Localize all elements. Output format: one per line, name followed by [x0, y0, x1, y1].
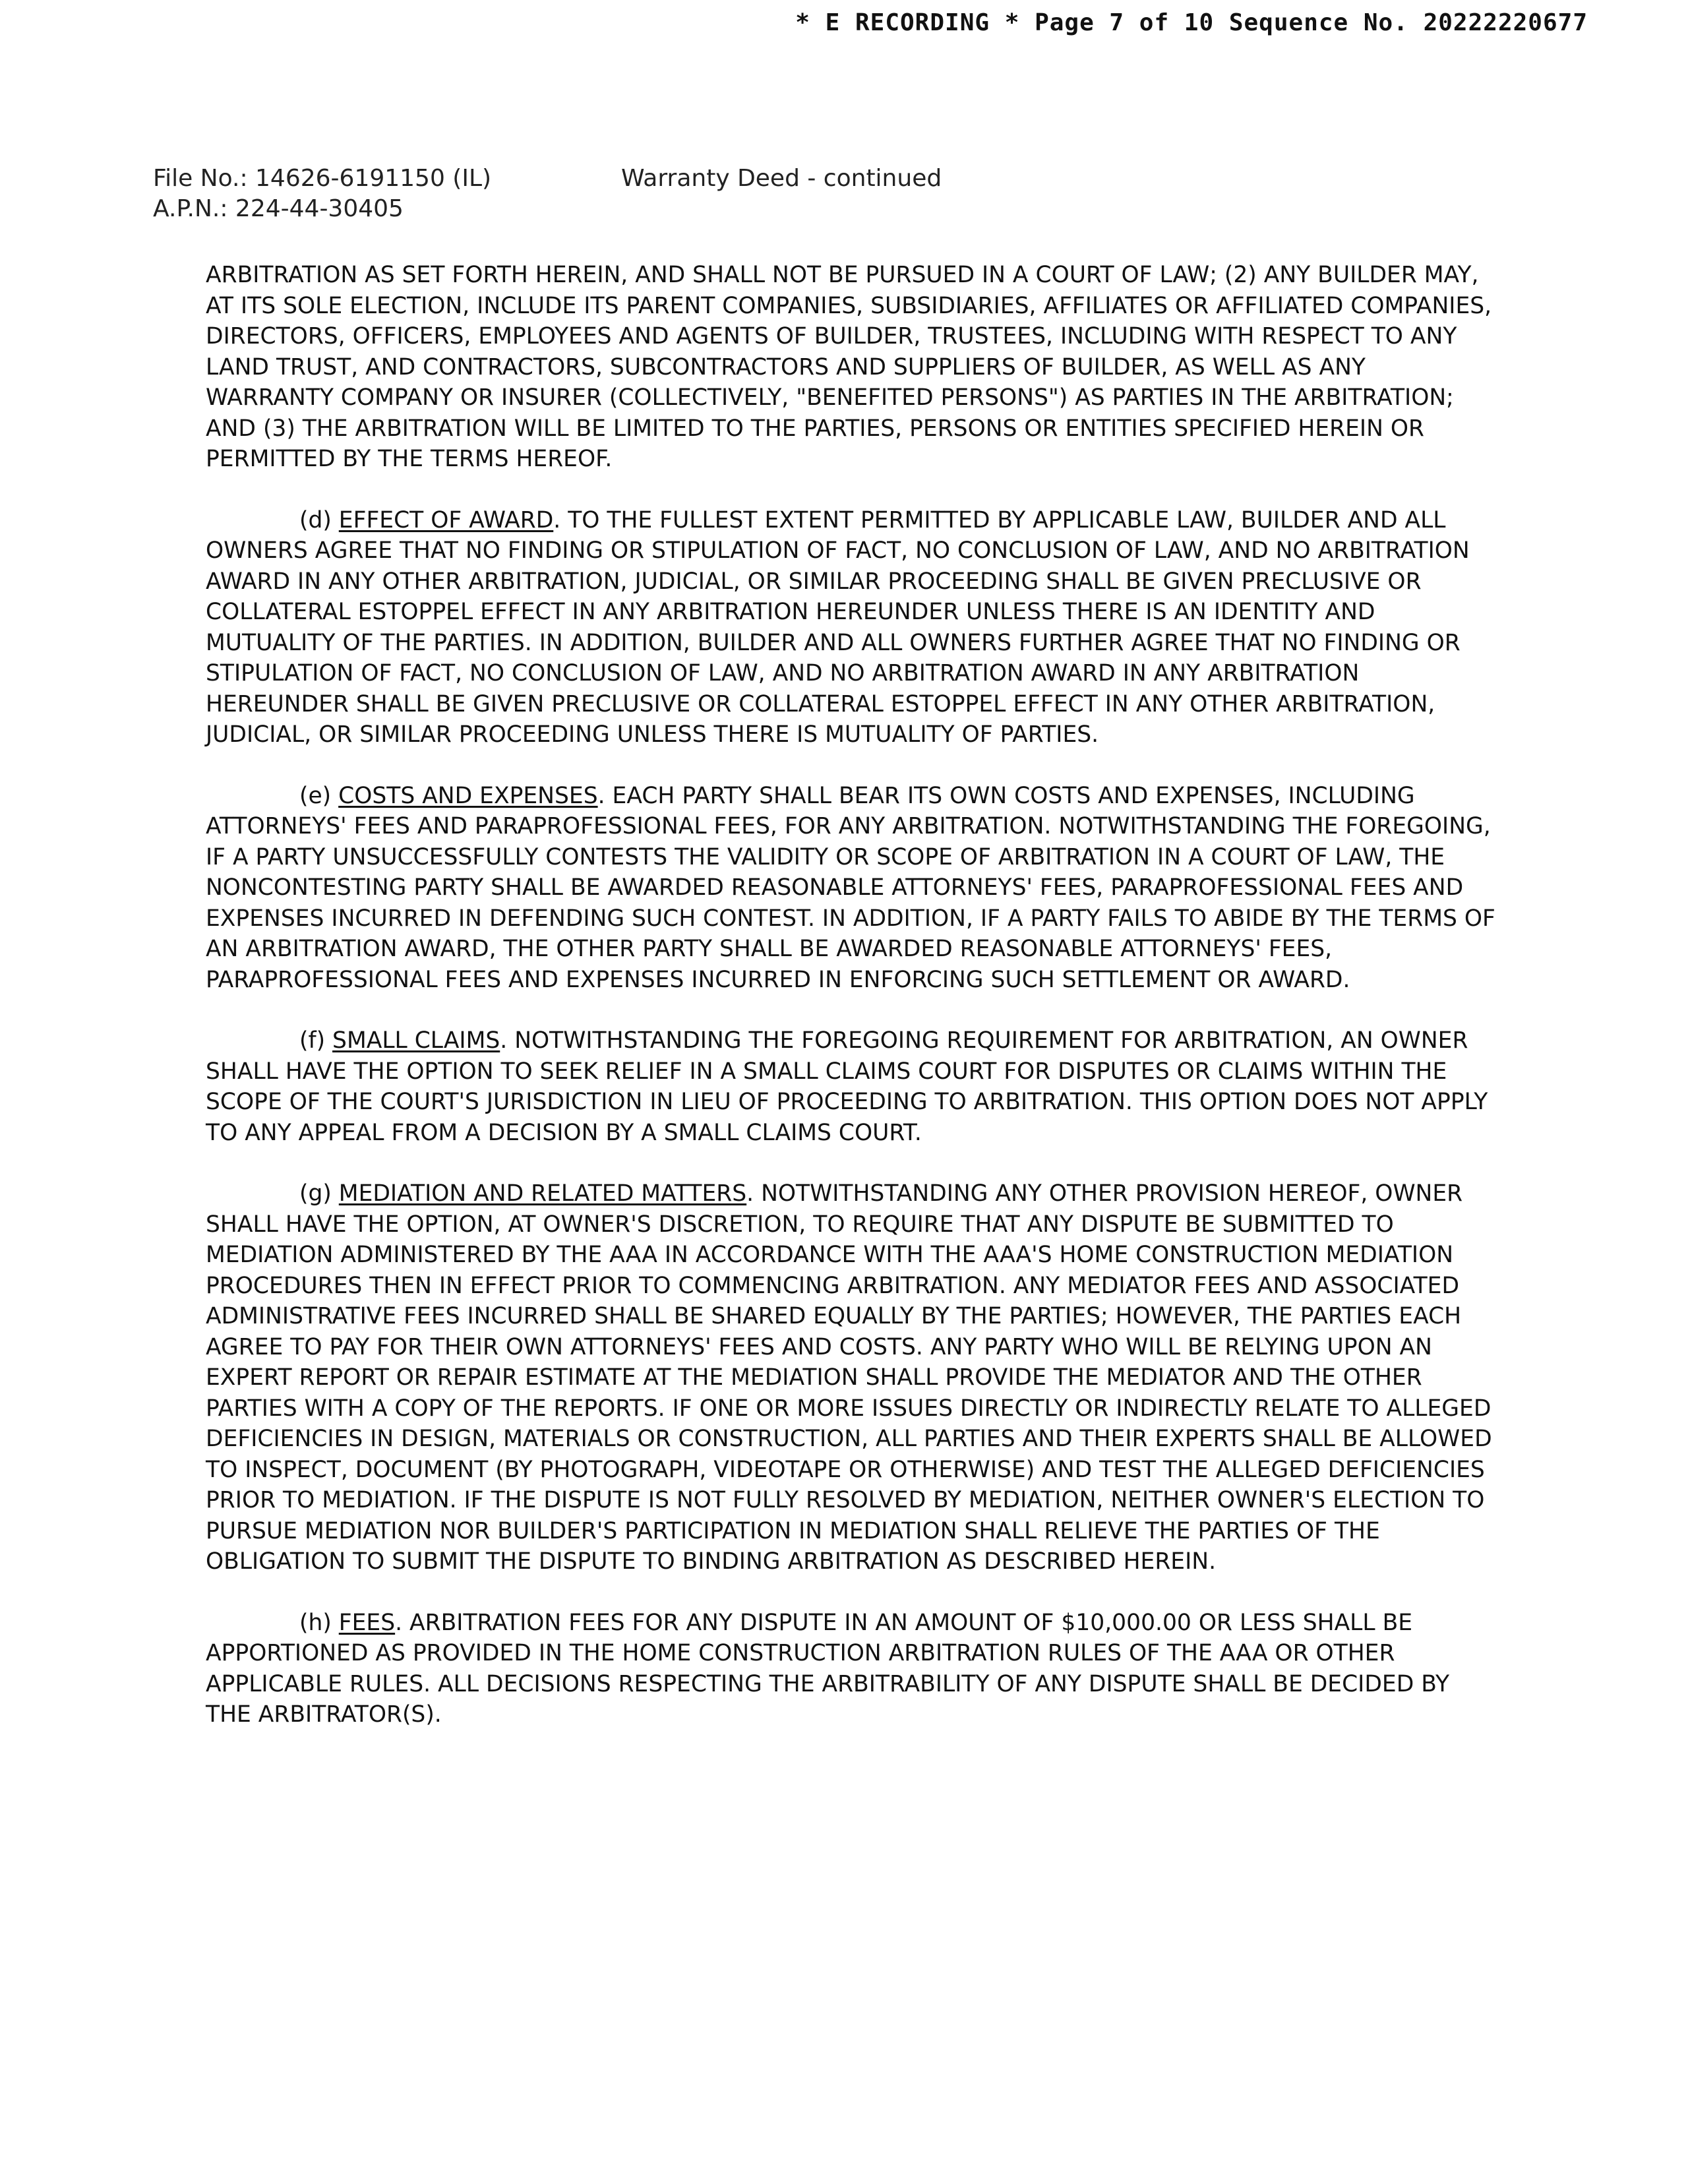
apn-number: A.P.N.: 224-44-30405 — [153, 195, 404, 222]
paragraph-d-marker: (d) — [299, 506, 332, 533]
paragraph-e — [206, 781, 1498, 996]
paragraph-f — [206, 1025, 1498, 1148]
paragraph-g — [206, 1178, 1498, 1577]
file-number: File No.: 14626-6191150 (IL) — [153, 165, 492, 192]
paragraph-f-text: . NOTWITHSTANDING THE FOREGOING REQUIREMENT FOR ARBITRATION, AN OWNER SHALL HAVE THE OPTION TO SEEK RELIEF IN A SMALL CLAIMS COURT FOR DISPUTES OR CLAIMS WITHIN THE SCOPE OF THE COURT'S JURISDICTION IN LIEU OF PROCEEDING TO ARBITRATION. THIS OPTION DOES NOT APPLY TO ANY APPEAL FROM A DECISION BY A SMALL CLAIMS COURT. — [206, 1027, 1488, 1146]
continued-paragraph: ARBITRATION AS SET FORTH HEREIN, AND SHALL NOT BE PURSUED IN A COURT OF LAW; (2) ANY BUILDER MAY, AT ITS SOLE ELECTION, INCLUDE ITS PARENT COMPANIES, SUBSIDIARIES, AFFILIATES OR AFFILIATED COMPANIES, DIRECTORS, OFFICERS, EMPLOYEES AND AGENTS OF BUILDER, TRUSTEES, INCLUDING WITH RESPECT TO ANY LAND TRUST, AND CONTRACTORS, SUBCONTRACTORS AND SUPPLIERS OF BUILDER, AS WELL AS ANY WARRANTY COMPANY OR INSURER (COLLECTIVELY, "BENEFITED PERSONS") AS PARTIES IN THE ARBITRATION; AND (3) THE ARBITRATION WILL BE LIMITED TO THE PARTIES, PERSONS OR ENTITIES SPECIFIED HEREIN OR PERMITTED BY THE TERMS HEREOF. — [206, 262, 1492, 472]
paragraph-g-heading: MEDIATION AND RELATED MATTERS — [338, 1180, 747, 1207]
paragraph-d — [206, 505, 1498, 750]
paragraph-h-text: . ARBITRATION FEES FOR ANY DISPUTE IN AN AMOUNT OF $10,000.00 OR LESS SHALL BE APPORTIONED AS PROVIDED IN THE HOME CONSTRUCTION ARBITRATION RULES OF THE AAA OR OTHER APPLICABLE RULES. ALL DECISIONS RESPECTING THE ARBITRABILITY OF ANY DISPUTE SHALL BE DECIDED BY THE ARBITRATOR(S). — [206, 1609, 1450, 1728]
paragraph-h-marker: (h) — [299, 1609, 332, 1636]
paragraph-h-heading: FEES — [338, 1609, 396, 1636]
paragraph-d-heading: EFFECT OF AWARD — [338, 506, 554, 533]
paragraph-e-text: . EACH PARTY SHALL BEAR ITS OWN COSTS AND EXPENSES, INCLUDING ATTORNEYS' FEES AND PARAPROFESSIONAL FEES, FOR ANY ARBITRATION. NOTWITHSTANDING THE FOREGOING, IF A PARTY UNSUCCESSFULLY CONTESTS THE VALIDITY OR SCOPE OF ARBITRATION IN A COURT OF LAW, THE NONCONTESTING PARTY SHALL BE AWARDED REASONABLE ATTORNEYS' FEES, PARAPROFESSIONAL FEES AND EXPENSES INCURRED IN DEFENDING SUCH CONTEST. IN ADDITION, IF A PARTY FAILS TO ABIDE BY THE TERMS OF AN ARBITRATION AWARD, THE OTHER PARTY SHALL BE AWARDED REASONABLE ATTORNEYS' FEES, PARAPROFESSIONAL FEES AND EXPENSES INCURRED IN ENFORCING SUCH SETTLEMENT OR AWARD. — [206, 782, 1495, 993]
document-header — [153, 164, 942, 224]
paragraph-f-marker: (f) — [299, 1027, 326, 1054]
paragraph-e-heading: COSTS AND EXPENSES — [338, 782, 598, 809]
recording-stamp: * E RECORDING * Page 7 of 10 Sequence No. 20222220677 — [795, 9, 1588, 36]
paragraph-g-text: . NOTWITHSTANDING ANY OTHER PROVISION HEREOF, OWNER SHALL HAVE THE OPTION, AT OWNER'S DISCRETION, TO REQUIRE THAT ANY DISPUTE BE SUBMITTED TO MEDIATION ADMINISTERED BY THE AAA IN ACCORDANCE WITH THE AAA'S HOME CONSTRUCTION MEDIATION PROCEDURES THEN IN EFFECT PRIOR TO COMMENCING ARBITRATION. ANY MEDIATOR FEES AND ASSOCIATED ADMINISTRATIVE FEES INCURRED SHALL BE SHARED EQUALLY BY THE PARTIES; HOWEVER, THE PARTIES EACH AGREE TO PAY FOR THEIR OWN ATTORNEYS' FEES AND COSTS. ANY PARTY WHO WILL BE RELYING UPON AN EXPERT REPORT OR REPAIR ESTIMATE AT THE MEDIATION SHALL PROVIDE THE MEDIATOR AND THE OTHER PARTIES WITH A COPY OF THE REPORTS. IF ONE OR MORE ISSUES DIRECTLY OR INDIRECTLY RELATE TO ALLEGED DEFICIENCIES IN DESIGN, MATERIALS OR CONSTRUCTION, ALL PARTIES AND THEIR EXPERTS SHALL BE ALLOWED TO INSPECT, DOCUMENT (BY PHOTOGRAPH, VIDEOTAPE OR OTHERWISE) AND TEST THE ALLEGED DEFICIENCIES PRIOR TO MEDIATION. IF THE DISPUTE IS NOT FULLY RESOLVED BY MEDIATION, NEITHER OWNER'S ELECTION TO PURSUE MEDIATION NOR BUILDER'S PARTICIPATION IN MEDIATION SHALL RELIEVE THE PARTIES OF THE OBLIGATION TO SUBMIT THE DISPUTE TO BINDING ARBITRATION AS DESCRIBED HEREIN. — [206, 1180, 1492, 1575]
paragraph-g-marker: (g) — [299, 1180, 332, 1207]
paragraph-e-marker: (e) — [299, 782, 332, 809]
paragraph-f-heading: SMALL CLAIMS — [332, 1027, 500, 1054]
paragraph-h — [206, 1608, 1498, 1730]
document-title: Warranty Deed - continued — [621, 165, 942, 192]
paragraph-d-text: . TO THE FULLEST EXTENT PERMITTED BY APPLICABLE LAW, BUILDER AND ALL OWNERS AGREE THAT NO FINDING OR STIPULATION OF FACT, NO CONCLUSION OF LAW, AND NO ARBITRATION AWARD IN ANY OTHER ARBITRATION, JUDICIAL, OR SIMILAR PROCEEDING SHALL BE GIVEN PRECLUSIVE OR COLLATERAL ESTOPPEL EFFECT IN ANY ARBITRATION HEREUNDER UNLESS THERE IS AN IDENTITY AND MUTUALITY OF THE PARTIES. IN ADDITION, BUILDER AND ALL OWNERS FURTHER AGREE THAT NO FINDING OR STIPULATION OF FACT, NO CONCLUSION OF LAW, AND NO ARBITRATION AWARD IN ANY ARBITRATION HEREUNDER SHALL BE GIVEN PRECLUSIVE OR COLLATERAL ESTOPPEL EFFECT IN ANY OTHER ARBITRATION, JUDICIAL, OR SIMILAR PROCEEDING UNLESS THERE IS MUTUALITY OF PARTIES. — [206, 506, 1470, 748]
document-body — [206, 260, 1498, 1761]
